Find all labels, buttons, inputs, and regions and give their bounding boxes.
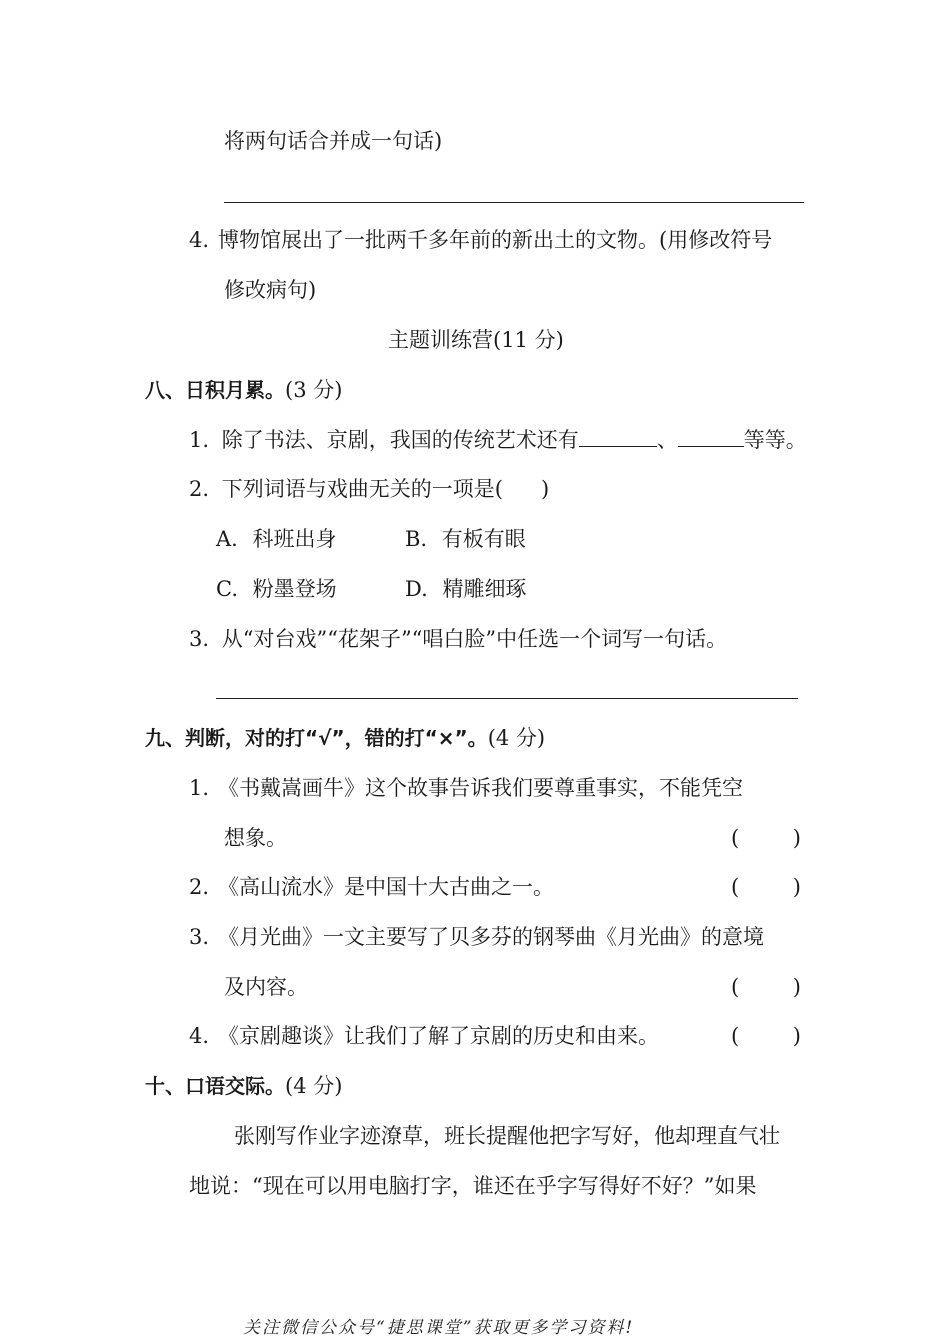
q7-4-continuation: 修改病句) (224, 278, 317, 302)
section-10-score: (4 分) (285, 1074, 343, 1098)
q8-1-blank-2[interactable] (678, 424, 744, 447)
answer-line-q8-3[interactable] (216, 698, 798, 699)
option-a-label: A. (216, 527, 238, 551)
section-8-score: (3 分) (285, 378, 343, 402)
paren-close: ) (792, 975, 801, 999)
option-c-text: 粉墨登场 (252, 577, 337, 601)
q8-1-prefix: 除了书法、京剧，我国的传统艺术还有 (221, 428, 579, 452)
q7-4-number: 4. (189, 228, 210, 252)
q8-2 (189, 474, 549, 504)
q8-3-number: 3. (189, 627, 210, 651)
q9-3-number: 3. (189, 925, 210, 949)
paren-close: ) (792, 875, 801, 899)
q8-2-text: 下列词语与戏曲无关的一项是( (221, 477, 503, 501)
section-8-heading (145, 375, 342, 405)
option-c[interactable] (216, 574, 337, 604)
option-a-text: 科班出身 (252, 527, 337, 551)
q9-4-number: 4. (189, 1024, 210, 1048)
option-b[interactable] (405, 524, 526, 554)
q9-2-number: 2. (189, 875, 210, 899)
s10-paragraph-line-1: 张刚写作业字迹潦草，班长提醒他把字写好，他却理直气壮 (234, 1124, 780, 1148)
q9-1-number: 1. (189, 776, 210, 800)
section-9-title: 九、判断，对的打“√”，错的打“×”。 (145, 726, 488, 750)
q9-1-answer-paren[interactable] (731, 823, 801, 853)
paren-close: ) (792, 826, 801, 850)
q7-3-continuation: 将两句话合并成一句话) (224, 129, 443, 153)
section-8-title: 八、日积月累。 (145, 378, 285, 402)
camp-title: 主题训练营(11 分) (388, 328, 564, 352)
paren-open: ( (731, 875, 740, 899)
q8-1-separator: 、 (656, 428, 678, 452)
q8-2-number: 2. (189, 477, 210, 501)
q9-1-continuation: 想象。 (224, 826, 287, 850)
paren-close: ) (792, 1024, 801, 1048)
section-9-heading (145, 723, 545, 753)
paren-open: ( (731, 975, 740, 999)
option-d[interactable] (405, 574, 526, 604)
q9-3-answer-paren[interactable] (731, 972, 801, 1002)
option-d-label: D. (405, 577, 428, 601)
q9-4-text: 《京剧趣谈》让我们了解了京剧的历史和由来。 (218, 1024, 659, 1048)
q8-1 (189, 424, 807, 455)
section-10-title: 十、口语交际。 (145, 1074, 285, 1098)
q8-1-number: 1. (189, 428, 210, 452)
q8-3-text: 从“对台戏”“花架子”“唱白脸”中任选一个词写一句话。 (221, 627, 728, 651)
option-b-text: 有板有眼 (441, 527, 526, 551)
q8-3 (189, 624, 727, 654)
footer-promo: 关注微信公众号“捷思课堂”获取更多学习资料! (243, 1318, 635, 1338)
s10-paragraph-line-2: 地说：“现在可以用电脑打字，谁还在乎字写得好不好？”如果 (189, 1174, 757, 1198)
paren-open: ( (731, 1024, 740, 1048)
q9-2-answer-paren[interactable] (731, 872, 801, 902)
option-a[interactable] (216, 524, 337, 554)
q9-1-text: 《书戴嵩画牛》这个故事告诉我们要尊重事实，不能凭空 (218, 776, 743, 800)
option-d-text: 精雕细琢 (442, 577, 527, 601)
q7-4-text: 博物馆展出了一批两千多年前的新出土的文物。(用修改符号 (218, 228, 773, 252)
option-c-label: C. (216, 577, 238, 601)
paren-open: ( (731, 826, 740, 850)
q8-1-suffix: 等等。 (743, 428, 807, 452)
q9-4-answer-paren[interactable] (731, 1021, 801, 1051)
q8-2-close-paren: ) (540, 477, 550, 501)
q9-3-continuation: 及内容。 (224, 975, 308, 999)
section-10-heading (145, 1071, 342, 1101)
q9-2-text: 《高山流水》是中国十大古曲之一。 (218, 875, 554, 899)
section-9-score: (4 分) (487, 726, 546, 750)
q9-3-text: 《月光曲》一文主要写了贝多芬的钢琴曲《月光曲》的意境 (218, 925, 764, 949)
answer-line-q7-3[interactable] (224, 202, 804, 203)
option-b-label: B. (405, 527, 428, 551)
q8-1-blank-1[interactable] (579, 424, 657, 447)
